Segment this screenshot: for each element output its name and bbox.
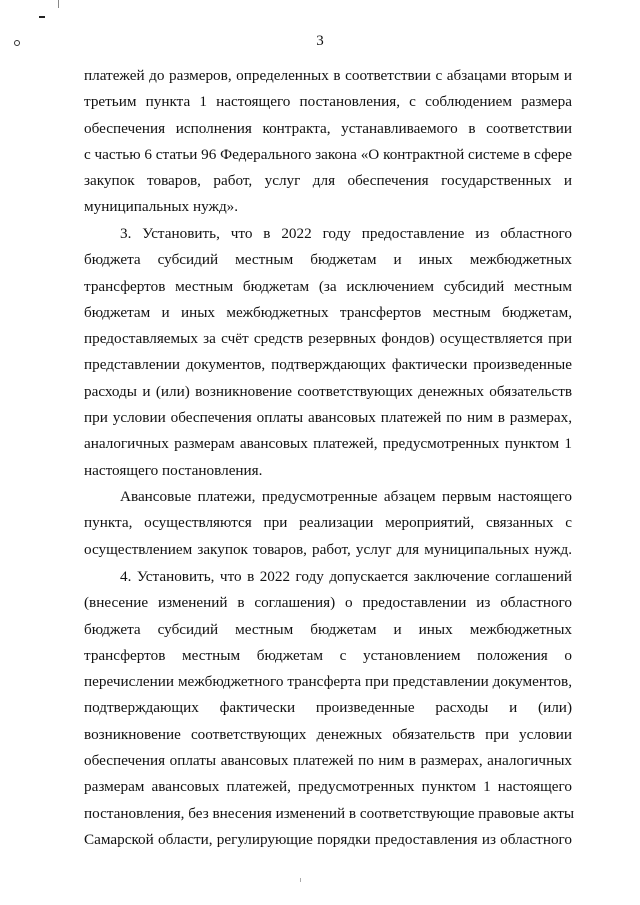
scan-artifact bbox=[58, 0, 59, 8]
paragraph-4 bbox=[84, 564, 575, 853]
text-line: пункта, осуществляются при реализации мероприятий, связанных с bbox=[84, 514, 572, 532]
text-line: при условии обеспечения оплаты авансовых платежей по ним в размерах, bbox=[84, 409, 572, 427]
text-line: трансфертов местным бюджетам с установлением положения о bbox=[84, 646, 572, 664]
text-line: размерам авансовых платежей, предусмотренных пунктом 1 настоящего bbox=[84, 778, 572, 796]
text-line: (внесение изменений в соглашения) о предоставлении из областного bbox=[84, 594, 572, 612]
text-line: трансфертов местным бюджетам (за исключением субсидий местным bbox=[84, 277, 572, 295]
text-line: аналогичных размерам авансовых платежей, предусмотренных пунктом 1 bbox=[84, 435, 572, 453]
text-line: предоставляемых за счёт средств резервных фондов) осуществляется при bbox=[84, 330, 572, 348]
text-line: постановления, без внесения изменений в соответствующие правовые акты bbox=[84, 804, 575, 822]
text-line: обеспечения исполнения контракта, устанавливаемого в соответствии bbox=[84, 119, 572, 137]
text-line: подтверждающих фактически произведенные расходы и (или) bbox=[84, 699, 572, 717]
text-line: закупок товаров, работ, услуг для обеспечения государственных и bbox=[84, 172, 572, 190]
scan-artifact bbox=[39, 16, 45, 18]
text-line: осуществлением закупок товаров, работ, услуг для муниципальных нужд. bbox=[84, 540, 572, 558]
text-line: представлении документов, подтверждающих фактически произведенные bbox=[84, 356, 572, 374]
text-line: Самарской области, регулирующие порядки предоставления из областного bbox=[84, 830, 572, 848]
text-line: настоящего постановления. bbox=[84, 461, 263, 479]
text-line: с частью 6 статьи 96 Федерального закона «О контрактной системе в сфере bbox=[84, 145, 572, 163]
text-line: Авансовые платежи, предусмотренные абзацем первым настоящего bbox=[120, 488, 572, 505]
text-line: возникновение соответствующих денежных обязательств при условии bbox=[84, 725, 572, 743]
text-line: муниципальных нужд». bbox=[84, 198, 239, 216]
text-line: бюджета субсидий местным бюджетам и иных межбюджетных bbox=[84, 251, 572, 269]
paragraph-3 bbox=[84, 221, 572, 484]
text-line: 3. Установить, что в 2022 году предоставление из областного bbox=[120, 225, 572, 242]
text-line: обеспечения оплаты авансовых платежей по ним в размерах, аналогичных bbox=[84, 752, 572, 770]
paragraph-3-advance bbox=[84, 484, 572, 563]
text-line: платежей до размеров, определенных в соответствии с абзацами вторым и bbox=[84, 67, 572, 84]
page-number: 3 bbox=[316, 33, 324, 49]
text-line: 4. Установить, что в 2022 году допускается заключение соглашений bbox=[120, 568, 572, 585]
body-text bbox=[84, 63, 572, 221]
text-line: третьим пункта 1 настоящего постановления, с соблюдением размера bbox=[84, 93, 572, 111]
text-line: бюджетам и иных межбюджетных трансфертов местным бюджетам, bbox=[84, 303, 572, 321]
scan-artifact bbox=[300, 878, 301, 882]
text-line: бюджета субсидий местным бюджетам и иных межбюджетных bbox=[84, 620, 572, 638]
text-line: перечислении межбюджетного трансферта при представлении документов, bbox=[84, 673, 572, 691]
text-line: расходы и (или) возникновение соответствующих денежных обязательств bbox=[84, 382, 572, 400]
